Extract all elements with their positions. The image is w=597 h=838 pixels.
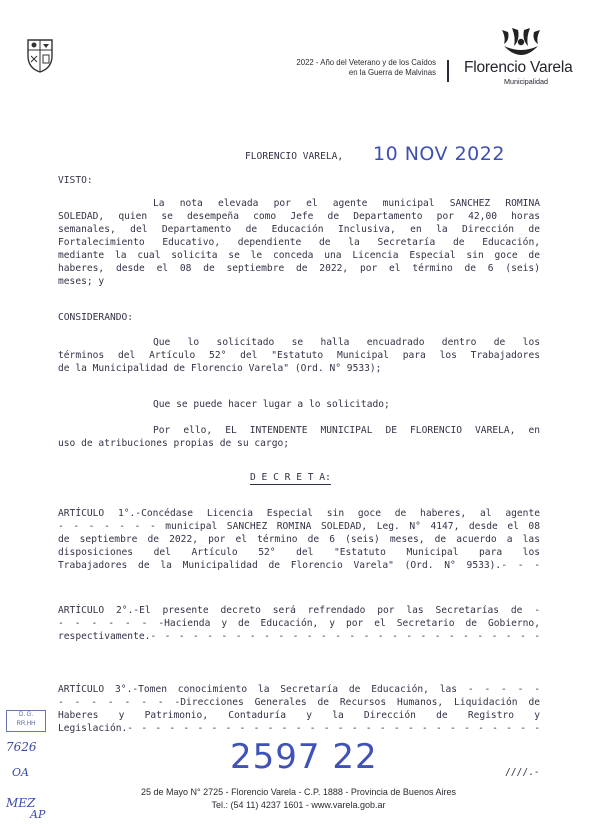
article-1-line: Trabajadores de la Municipalidad de Florencio Varela" (Ord. N° 9533).- - - — [58, 560, 540, 571]
decree-number-stamp: 2597 22 — [230, 737, 378, 777]
stamp-line-2: RR.HH — [16, 721, 36, 727]
municipality-subtitle: Municipalidad — [504, 77, 548, 86]
header-divider — [447, 60, 449, 82]
visto-line: semanales, del Departamento de Educación Inclusiva, en la Dirección de — [58, 224, 540, 235]
stamp-line-1: D. G. — [18, 712, 33, 718]
article-2-line: - - - - - - -Hacienda y de Educación, y por el Secretario de Gobierno, — [58, 618, 540, 629]
rrhh-stamp — [6, 710, 46, 732]
visto-heading: VISTO: — [58, 175, 93, 186]
decreta-heading: D E C R E T A: — [250, 471, 331, 485]
visto-line: haberes, desde el 08 de septiembre de 2022, por el término de 6 (seis) — [58, 263, 540, 274]
considerando-line: Que lo solicitado se halla encuadrado dentro de los — [153, 337, 540, 348]
por-ello-line: uso de atribuciones propias de su cargo; — [58, 438, 290, 449]
article-2-line: ARTÍCULO 2°.-El presente decreto será refrendado por las Secretarías de - — [58, 605, 540, 616]
handwritten-note: OA — [12, 766, 29, 779]
considerando-line: términos del Artículo 52° del "Estatuto Municipal para los Trabajadores — [58, 350, 540, 361]
article-3-line: ARTÍCULO 3°.-Tomen conocimiento la Secretaría de Educación, las - - - - - — [58, 684, 540, 695]
article-1-line: ARTÍCULO 1°.-Concédase Licencia Especial sin goce de haberes, al agente — [58, 508, 540, 519]
visto-line: SOLEDAD, quien se desempeña como Jefe de Departamento por 42,00 horas — [58, 211, 540, 222]
visto-line: La nota elevada por el agente municipal SANCHEZ ROMINA — [153, 198, 540, 209]
date-place: FLORENCIO VARELA, — [245, 151, 344, 162]
municipal-crest-icon — [25, 36, 55, 74]
article-1-line: - - - - - - - municipal SANCHEZ ROMINA SOLEDAD, Leg. N° 4147, desde el 08 — [58, 521, 540, 532]
handwritten-note: AP — [30, 808, 46, 821]
footer-address: 25 de Mayo N° 2725 - Florencio Varela - C.P. 1888 - Provincia de Buenos Aires — [141, 787, 456, 797]
considerando-line: de la Municipalidad de Florencio Varela" (Ord. N° 9533); — [58, 363, 382, 374]
article-3-line: Legislación.- - - - - - - - - - - - - - - - - - - - - - - - - - - - - - — [58, 723, 540, 734]
article-1-line: de septiembre de 2022, por el término de 6 (seis) meses, de acuerdo a las — [58, 534, 540, 545]
article-3-line: - - - - - - - -Direcciones Generales de Recursos Humanos, Liquidación de — [58, 697, 540, 708]
year-slogan — [250, 58, 436, 78]
municipality-name: Florencio Varela — [464, 59, 573, 76]
considerando-second: Que se puede hacer lugar a lo solicitado; — [153, 399, 390, 410]
article-2-line: respectivamente.- - - - - - - - - - - - - - - - - - - - - - - - - - - - — [58, 631, 540, 642]
handwritten-note: 7626 — [6, 740, 37, 754]
por-ello-line: Por ello, EL INTENDENTE MUNICIPAL DE FLORENCIO VARELA, en — [153, 425, 540, 436]
handwritten-note: MEZ — [6, 796, 36, 810]
date-stamp: 10 NOV 2022 — [373, 143, 505, 165]
considerando-heading: CONSIDERANDO: — [58, 312, 134, 323]
footer-contact: Tel.: (54 11) 4237 1601 - www.varela.gob.ar — [211, 800, 386, 810]
article-1-line: disposiciones del Artículo 52° del "Estatuto Municipal para los — [58, 547, 540, 558]
florencio-varela-logo-icon — [496, 28, 546, 62]
visto-line: mediante la cual solicita se le conceda una Licencia Especial sin goce de — [58, 250, 540, 261]
continuation-mark: ////.- — [505, 767, 540, 778]
slogan-line-2: en la Guerra de Malvinas — [348, 68, 436, 77]
slogan-line-1: 2022 - Año del Veterano y de los Caídos — [296, 58, 436, 67]
visto-line: Fortalecimiento Educativo, dependiente de la Secretaría de Educación, — [58, 237, 540, 248]
visto-line: meses; y — [58, 276, 105, 287]
article-3-line: Haberes y Patrimonio, Contaduría y la Dirección de Registro y — [58, 710, 540, 721]
